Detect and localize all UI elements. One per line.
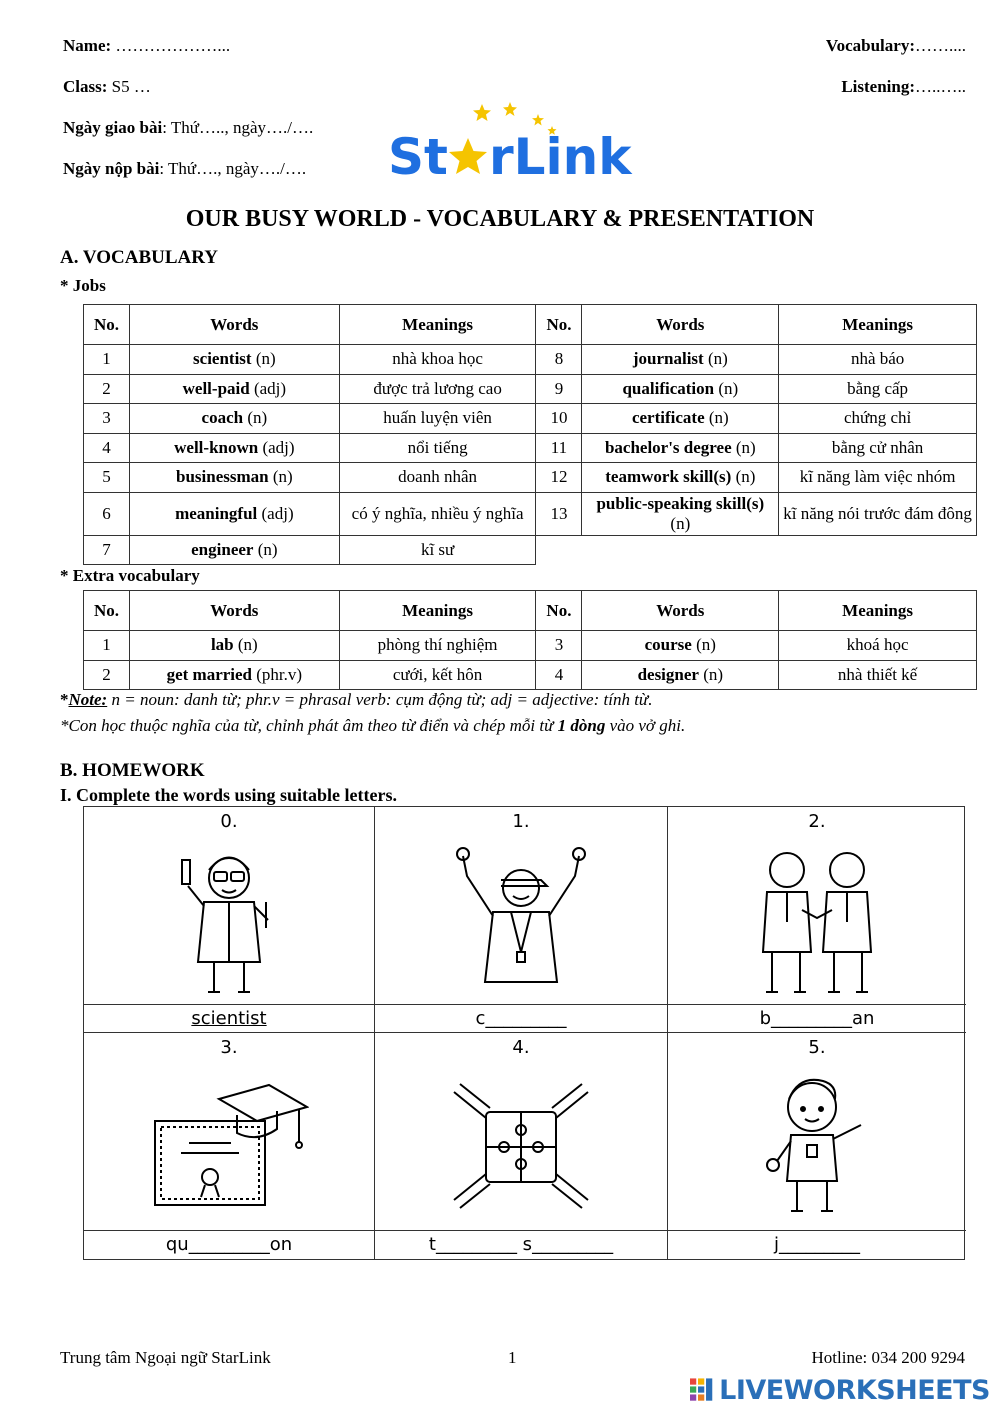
word-cell: lab (n) xyxy=(129,631,339,661)
picture-cell-5 xyxy=(668,1033,966,1231)
footer-center-name: Trung tâm Ngoại ngữ StarLink xyxy=(60,1348,271,1367)
answer-blank[interactable]: t_________ s_________ xyxy=(428,1234,614,1255)
footer-hotline: Hotline: 034 200 9294 xyxy=(811,1348,965,1367)
exercise-1-heading: I. Complete the words using suitable letters. xyxy=(60,785,397,805)
col-header-no: No. xyxy=(84,305,130,345)
word-cell: scientist (n) xyxy=(129,345,339,375)
answer-cell-2[interactable] xyxy=(668,1005,966,1033)
section-b-heading: B. HOMEWORK xyxy=(60,760,205,781)
answer-blank[interactable]: c_________ xyxy=(475,1008,567,1029)
extra-vocabulary-heading: * Extra vocabulary xyxy=(60,566,200,585)
meaning-cell: phòng thí nghiệm xyxy=(339,631,536,661)
item-number: 5. xyxy=(808,1037,826,1058)
answer-blank[interactable]: qu_________on xyxy=(165,1234,293,1255)
meaning-cell: khoá học xyxy=(779,631,977,661)
row-number: 3 xyxy=(84,404,130,434)
picture-cell-4 xyxy=(375,1033,668,1231)
coach-picture xyxy=(375,835,667,1005)
col-header-meanings: Meanings xyxy=(339,305,536,345)
instruction-line: *Con học thuộc nghĩa của từ, chỉnh phát âm theo từ điển và chép mỗi từ 1 dòng vào vở ghi. xyxy=(60,716,686,735)
table-row xyxy=(84,404,977,434)
word-cell: bachelor's degree (n) xyxy=(582,433,779,463)
word-cell: public-speaking skill(s) (n) xyxy=(582,492,779,535)
item-number: 3. xyxy=(220,1037,238,1058)
row-number: 4 xyxy=(84,433,130,463)
col-header-words: Words xyxy=(582,591,779,631)
answer-blank[interactable]: j_________ xyxy=(773,1234,860,1255)
scientist-picture xyxy=(84,835,374,1005)
logo-text-left: St xyxy=(388,128,448,184)
row-number: 1 xyxy=(84,631,130,661)
col-header-no: No. xyxy=(84,591,130,631)
answer-cell-3[interactable] xyxy=(84,1231,375,1259)
meaning-cell: nhà báo xyxy=(779,345,977,375)
meaning-cell: nổi tiếng xyxy=(339,433,536,463)
word-cell: teamwork skill(s) (n) xyxy=(582,463,779,493)
meaning-cell: kĩ sư xyxy=(339,535,536,565)
table-row xyxy=(84,660,977,690)
table-row xyxy=(84,463,977,493)
meaning-cell: nhà thiết kế xyxy=(779,660,977,690)
meaning-cell: bằng cấp xyxy=(779,374,977,404)
table-row xyxy=(84,345,977,375)
row-number: 7 xyxy=(84,535,130,565)
row-number: 10 xyxy=(536,404,582,434)
submit-date-field: Ngày nộp bài: Thứ…., ngày…./…. xyxy=(63,159,307,178)
col-header-words: Words xyxy=(582,305,779,345)
meaning-cell: nhà khoa học xyxy=(339,345,536,375)
table-row xyxy=(84,631,977,661)
extra-vocabulary-table xyxy=(83,590,977,690)
note-line: *Note: n = noun: danh từ; phr.v = phrasal verb: cụm động từ; adj = adjective: tính từ. xyxy=(60,690,653,709)
answer-cell-1[interactable] xyxy=(375,1005,668,1033)
answer-cell-0 xyxy=(84,1005,375,1033)
word-cell: qualification (n) xyxy=(582,374,779,404)
certificate-picture xyxy=(84,1061,374,1231)
answer-cell-5[interactable] xyxy=(668,1231,966,1259)
word-cell: well-known (adj) xyxy=(129,433,339,463)
listening-score-field: Listening:…..….. xyxy=(841,77,966,96)
meaning-cell: kĩ năng nói trước đám đông xyxy=(779,492,977,535)
word-cell: well-paid (adj) xyxy=(129,374,339,404)
word-cell: coach (n) xyxy=(129,404,339,434)
word-cell: certificate (n) xyxy=(582,404,779,434)
meaning-cell: được trả lương cao xyxy=(339,374,536,404)
row-number: 11 xyxy=(536,433,582,463)
page-number: 1 xyxy=(508,1348,517,1367)
empty-cell xyxy=(536,535,977,565)
row-number: 9 xyxy=(536,374,582,404)
answer-blank[interactable]: b_________an xyxy=(759,1008,875,1029)
word-cell: journalist (n) xyxy=(582,345,779,375)
picture-cell-1 xyxy=(375,807,668,1005)
vocabulary-score-field: Vocabulary:…….... xyxy=(825,36,966,55)
word-cell: meaningful (adj) xyxy=(129,492,339,535)
liveworksheets-text: LIVEWORKSHEETS xyxy=(719,1374,990,1406)
row-number: 4 xyxy=(536,660,582,690)
jobs-heading: * Jobs xyxy=(60,276,106,295)
word-cell: businessman (n) xyxy=(129,463,339,493)
homework-grid xyxy=(83,806,965,1260)
logo-text-right: rLink xyxy=(489,128,632,184)
meaning-cell: chứng chỉ xyxy=(779,404,977,434)
col-header-words: Words xyxy=(129,305,339,345)
col-header-meanings: Meanings xyxy=(779,305,977,345)
item-number: 2. xyxy=(808,811,826,832)
liveworksheets-icon xyxy=(690,1377,713,1403)
logo-star-letter xyxy=(449,138,487,174)
col-header-words: Words xyxy=(129,591,339,631)
item-number: 4. xyxy=(512,1037,530,1058)
table-row xyxy=(84,433,977,463)
liveworksheets-logo[interactable] xyxy=(690,1374,990,1406)
name-field: Name: ………………... xyxy=(63,36,231,55)
businessman-picture xyxy=(668,835,966,1005)
meaning-cell: có ý nghĩa, nhiều ý nghĩa xyxy=(339,492,536,535)
item-number: 1. xyxy=(512,811,530,832)
col-header-no: No. xyxy=(536,305,582,345)
meaning-cell: huấn luyện viên xyxy=(339,404,536,434)
word-cell: designer (n) xyxy=(582,660,779,690)
table-row xyxy=(84,492,977,535)
meaning-cell: bằng cử nhân xyxy=(779,433,977,463)
journalist-picture xyxy=(668,1061,966,1231)
class-field: Class: S5 … xyxy=(63,77,151,96)
jobs-vocabulary-table xyxy=(83,304,977,565)
page-title: OUR BUSY WORLD - VOCABULARY & PRESENTATION xyxy=(185,206,815,232)
section-a-heading: A. VOCABULARY xyxy=(60,247,219,268)
teamwork-picture xyxy=(375,1061,667,1231)
item-number: 0. xyxy=(220,811,238,832)
col-header-meanings: Meanings xyxy=(779,591,977,631)
answer-example: scientist xyxy=(191,1008,267,1029)
row-number: 8 xyxy=(536,345,582,375)
assign-date-field: Ngày giao bài: Thứ….., ngày…./…. xyxy=(63,118,314,137)
col-header-no: No. xyxy=(536,591,582,631)
picture-cell-2 xyxy=(668,807,966,1005)
row-number: 5 xyxy=(84,463,130,493)
word-cell: course (n) xyxy=(582,631,779,661)
table-row xyxy=(84,374,977,404)
row-number: 12 xyxy=(536,463,582,493)
row-number: 6 xyxy=(84,492,130,535)
starlink-logo xyxy=(386,100,636,184)
row-number: 3 xyxy=(536,631,582,661)
meaning-cell: cưới, kết hôn xyxy=(339,660,536,690)
row-number: 2 xyxy=(84,374,130,404)
table-row xyxy=(84,535,977,565)
col-header-meanings: Meanings xyxy=(339,591,536,631)
picture-cell-0 xyxy=(84,807,375,1005)
answer-cell-4[interactable] xyxy=(375,1231,668,1259)
row-number: 2 xyxy=(84,660,130,690)
word-cell: engineer (n) xyxy=(129,535,339,565)
meaning-cell: doanh nhân xyxy=(339,463,536,493)
row-number: 1 xyxy=(84,345,130,375)
word-cell: get married (phr.v) xyxy=(129,660,339,690)
picture-cell-3 xyxy=(84,1033,375,1231)
row-number: 13 xyxy=(536,492,582,535)
meaning-cell: kĩ năng làm việc nhóm xyxy=(779,463,977,493)
